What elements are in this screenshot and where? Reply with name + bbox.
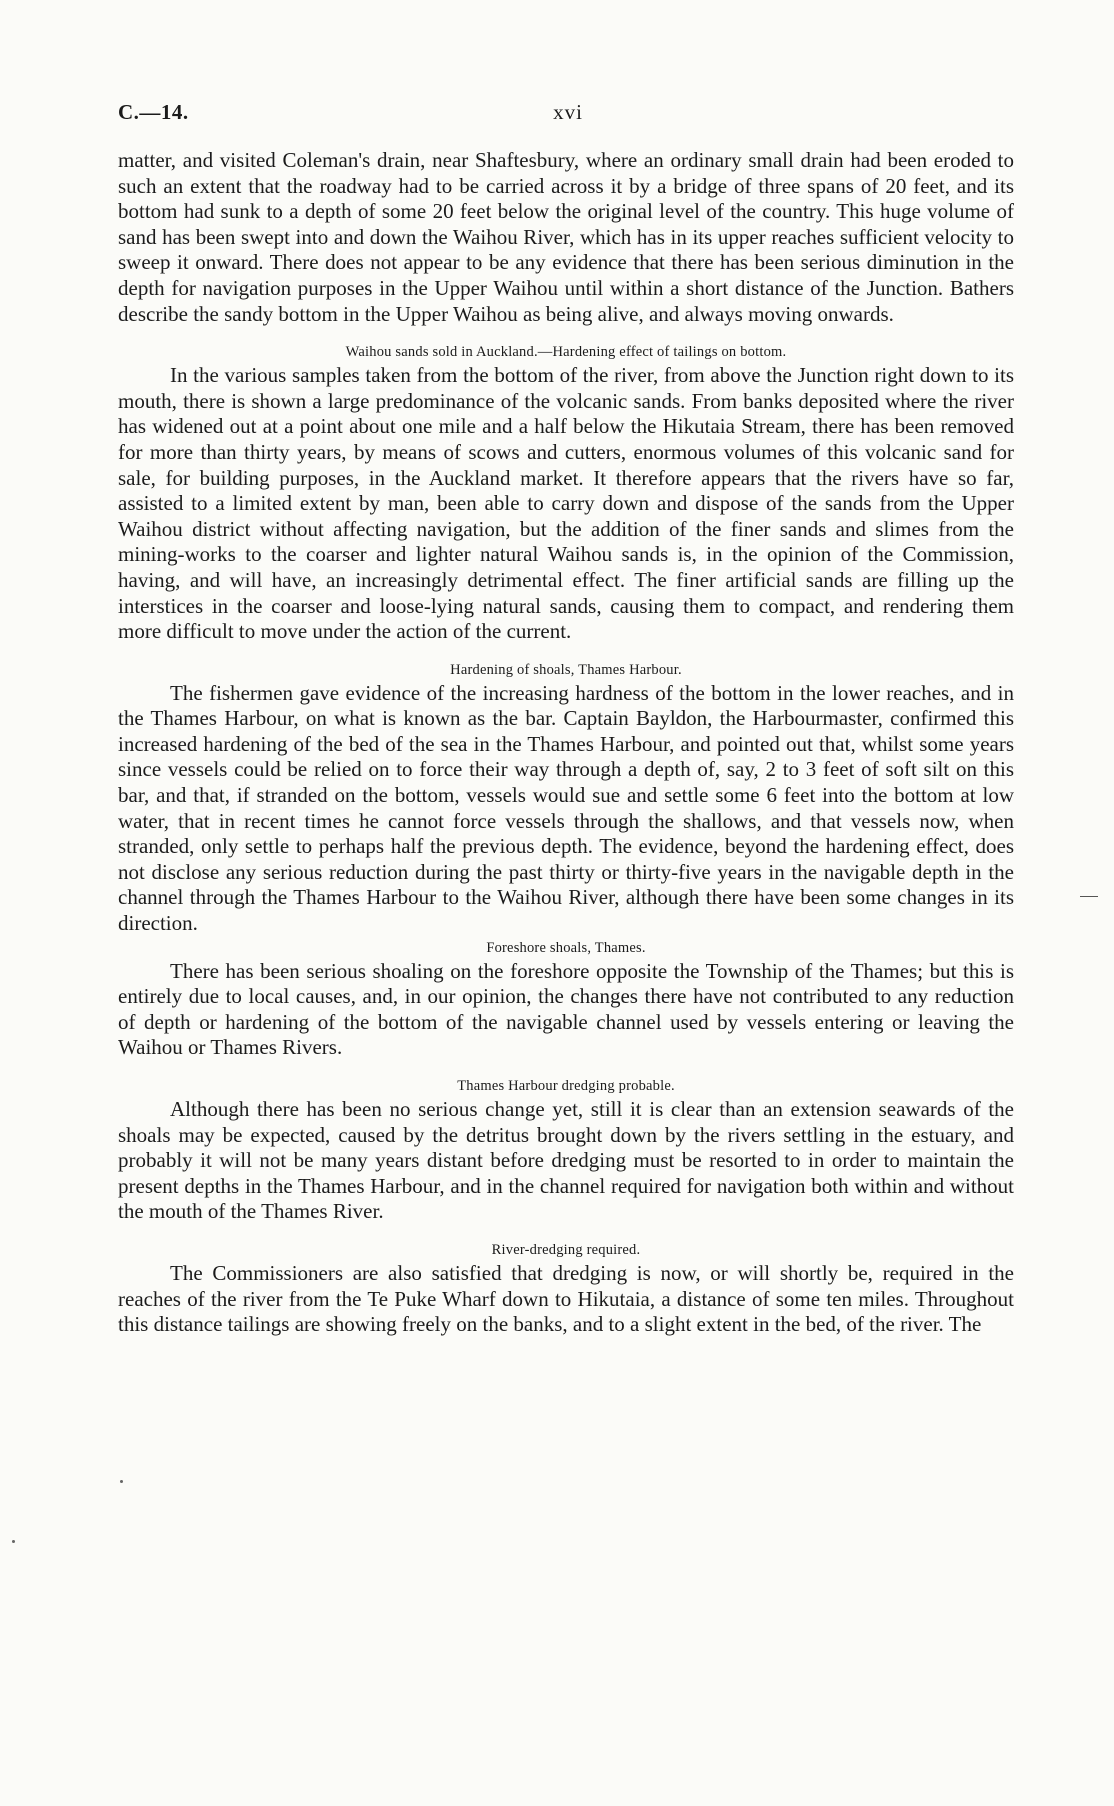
subheading-waihou-sands: Waihou sands sold in Auckland.—Hardening effect of tailings on bottom. bbox=[345, 344, 787, 361]
page-speck bbox=[12, 1540, 15, 1543]
document-body bbox=[118, 148, 1014, 1338]
paragraph-foreshore: There has been serious shoaling on the foreshore opposite the Township of the Thames; but this is entirely due to local causes, and, in our opinion, the changes there have not contributed to any reduction of depth or hardening of the bottom of the navigable channel used by vessels entering or leaving the Waihou or Thames Rivers. bbox=[118, 958, 1014, 1060]
paragraph-volcanic-sands: In the various samples taken from the bottom of the river, from above the Junction right down to its mouth, there is shown a large predominance of the volcanic sands. From banks deposited where the river has widened out at a point about one mile and a half below the Hikutaia Stream, there has been removed for more than thirty years, by means of scows and cutters, enormous volumes of this volcanic sand for sale, for building purposes, in the Auckland market. It therefore appears that the rivers have so far, assisted to a limited extent by man, been able to carry down and dispose of the sands from the Upper Waihou district without affecting navigation, but the addition of the finer sands and slimes from the mining-works to the coarser and lighter natural Waihou sands is, in the opinion of the Commission, having, and will have, an increasingly detrimental effect. The finer artificial sands are filling up the interstices in the coarser and loose-lying natural sands, causing them to compact, and rendering them more difficult to move under the action of the current. bbox=[118, 363, 1014, 644]
subheading-river-dredging: River-dredging required. bbox=[491, 1241, 641, 1258]
page-header bbox=[118, 100, 1014, 130]
subheading-foreshore-shoals: Foreshore shoals, Thames. bbox=[486, 939, 646, 956]
document-id: C.—14. bbox=[118, 100, 189, 124]
page-speck bbox=[120, 1480, 123, 1483]
paragraph-fishermen-evidence: The fishermen gave evidence of the increasing hardness of the bottom in the lower reaches, and in the Thames Harbour, on what is known as the bar. Captain Bayldon, the Harbourmaster, confirmed this increased hardening of the bed of the sea in the Thames Harbour, and pointed out that, whilst some years since vessels could be relied on to force their way through a depth of, say, 2 to 3 feet of soft silt on this bar, and that, if stranded on the bottom, vessels would sue and settle some 6 feet into the bottom at low water, that in recent times he cannot force vessels through the shallows, and that vessels now, when stranded, only settle to perhaps half the previous depth. The evidence, beyond the hardening effect, does not disclose any serious reduction during the past thirty or thirty-five years in the navigable depth in the channel through the Thames Harbour to the Waihou River, although there have been some changes in its direction. bbox=[118, 680, 1014, 936]
page-number: xvi bbox=[553, 100, 583, 124]
paragraph-dredging-probable: Although there has been no serious change yet, still it is clear than an extension seawards of the shoals may be expected, caused by the detritus brought down by the rivers settling in the estuary, and probably it will not be many years distant before dredging must be resorted to in order to maintain the present depths in the Thames Harbour, and in the channel required for navigation both within and without the mouth of the Thames River. bbox=[118, 1097, 1014, 1224]
subheading-dredging-probable: Thames Harbour dredging probable. bbox=[457, 1078, 675, 1094]
paragraph-continued: matter, and visited Coleman's drain, near Shaftesbury, where an ordinary small drain had been eroded to such an extent that the roadway had to be carried across it by a bridge of three spans of 20 feet, and its bottom had sunk to a depth of some 20 feet below the original level of the country. This huge volume of sand has been swept into and down the Waihou River, which has in its upper reaches sufficient velocity to sweep it onward. There does not appear to be any evidence that there has been serious diminution in the depth for navigation purposes in the Upper Waihou until within a short distance of the Junction. Bathers describe the sandy bottom in the Upper Waihou as being alive, and always moving onwards. bbox=[118, 148, 1014, 326]
paragraph-river-dredging: The Commissioners are also satisfied that dredging is now, or will shortly be, required in the reaches of the river from the Te Puke Wharf down to Hikutaia, a distance of some ten miles. Throughout this distance tailings are showing freely on the banks, and to a slight extent in the bed, of the river. The bbox=[118, 1260, 1014, 1337]
margin-dash bbox=[1080, 896, 1098, 897]
subheading-hardening-of-shoals: Hardening of shoals, Thames Harbour. bbox=[450, 661, 682, 678]
